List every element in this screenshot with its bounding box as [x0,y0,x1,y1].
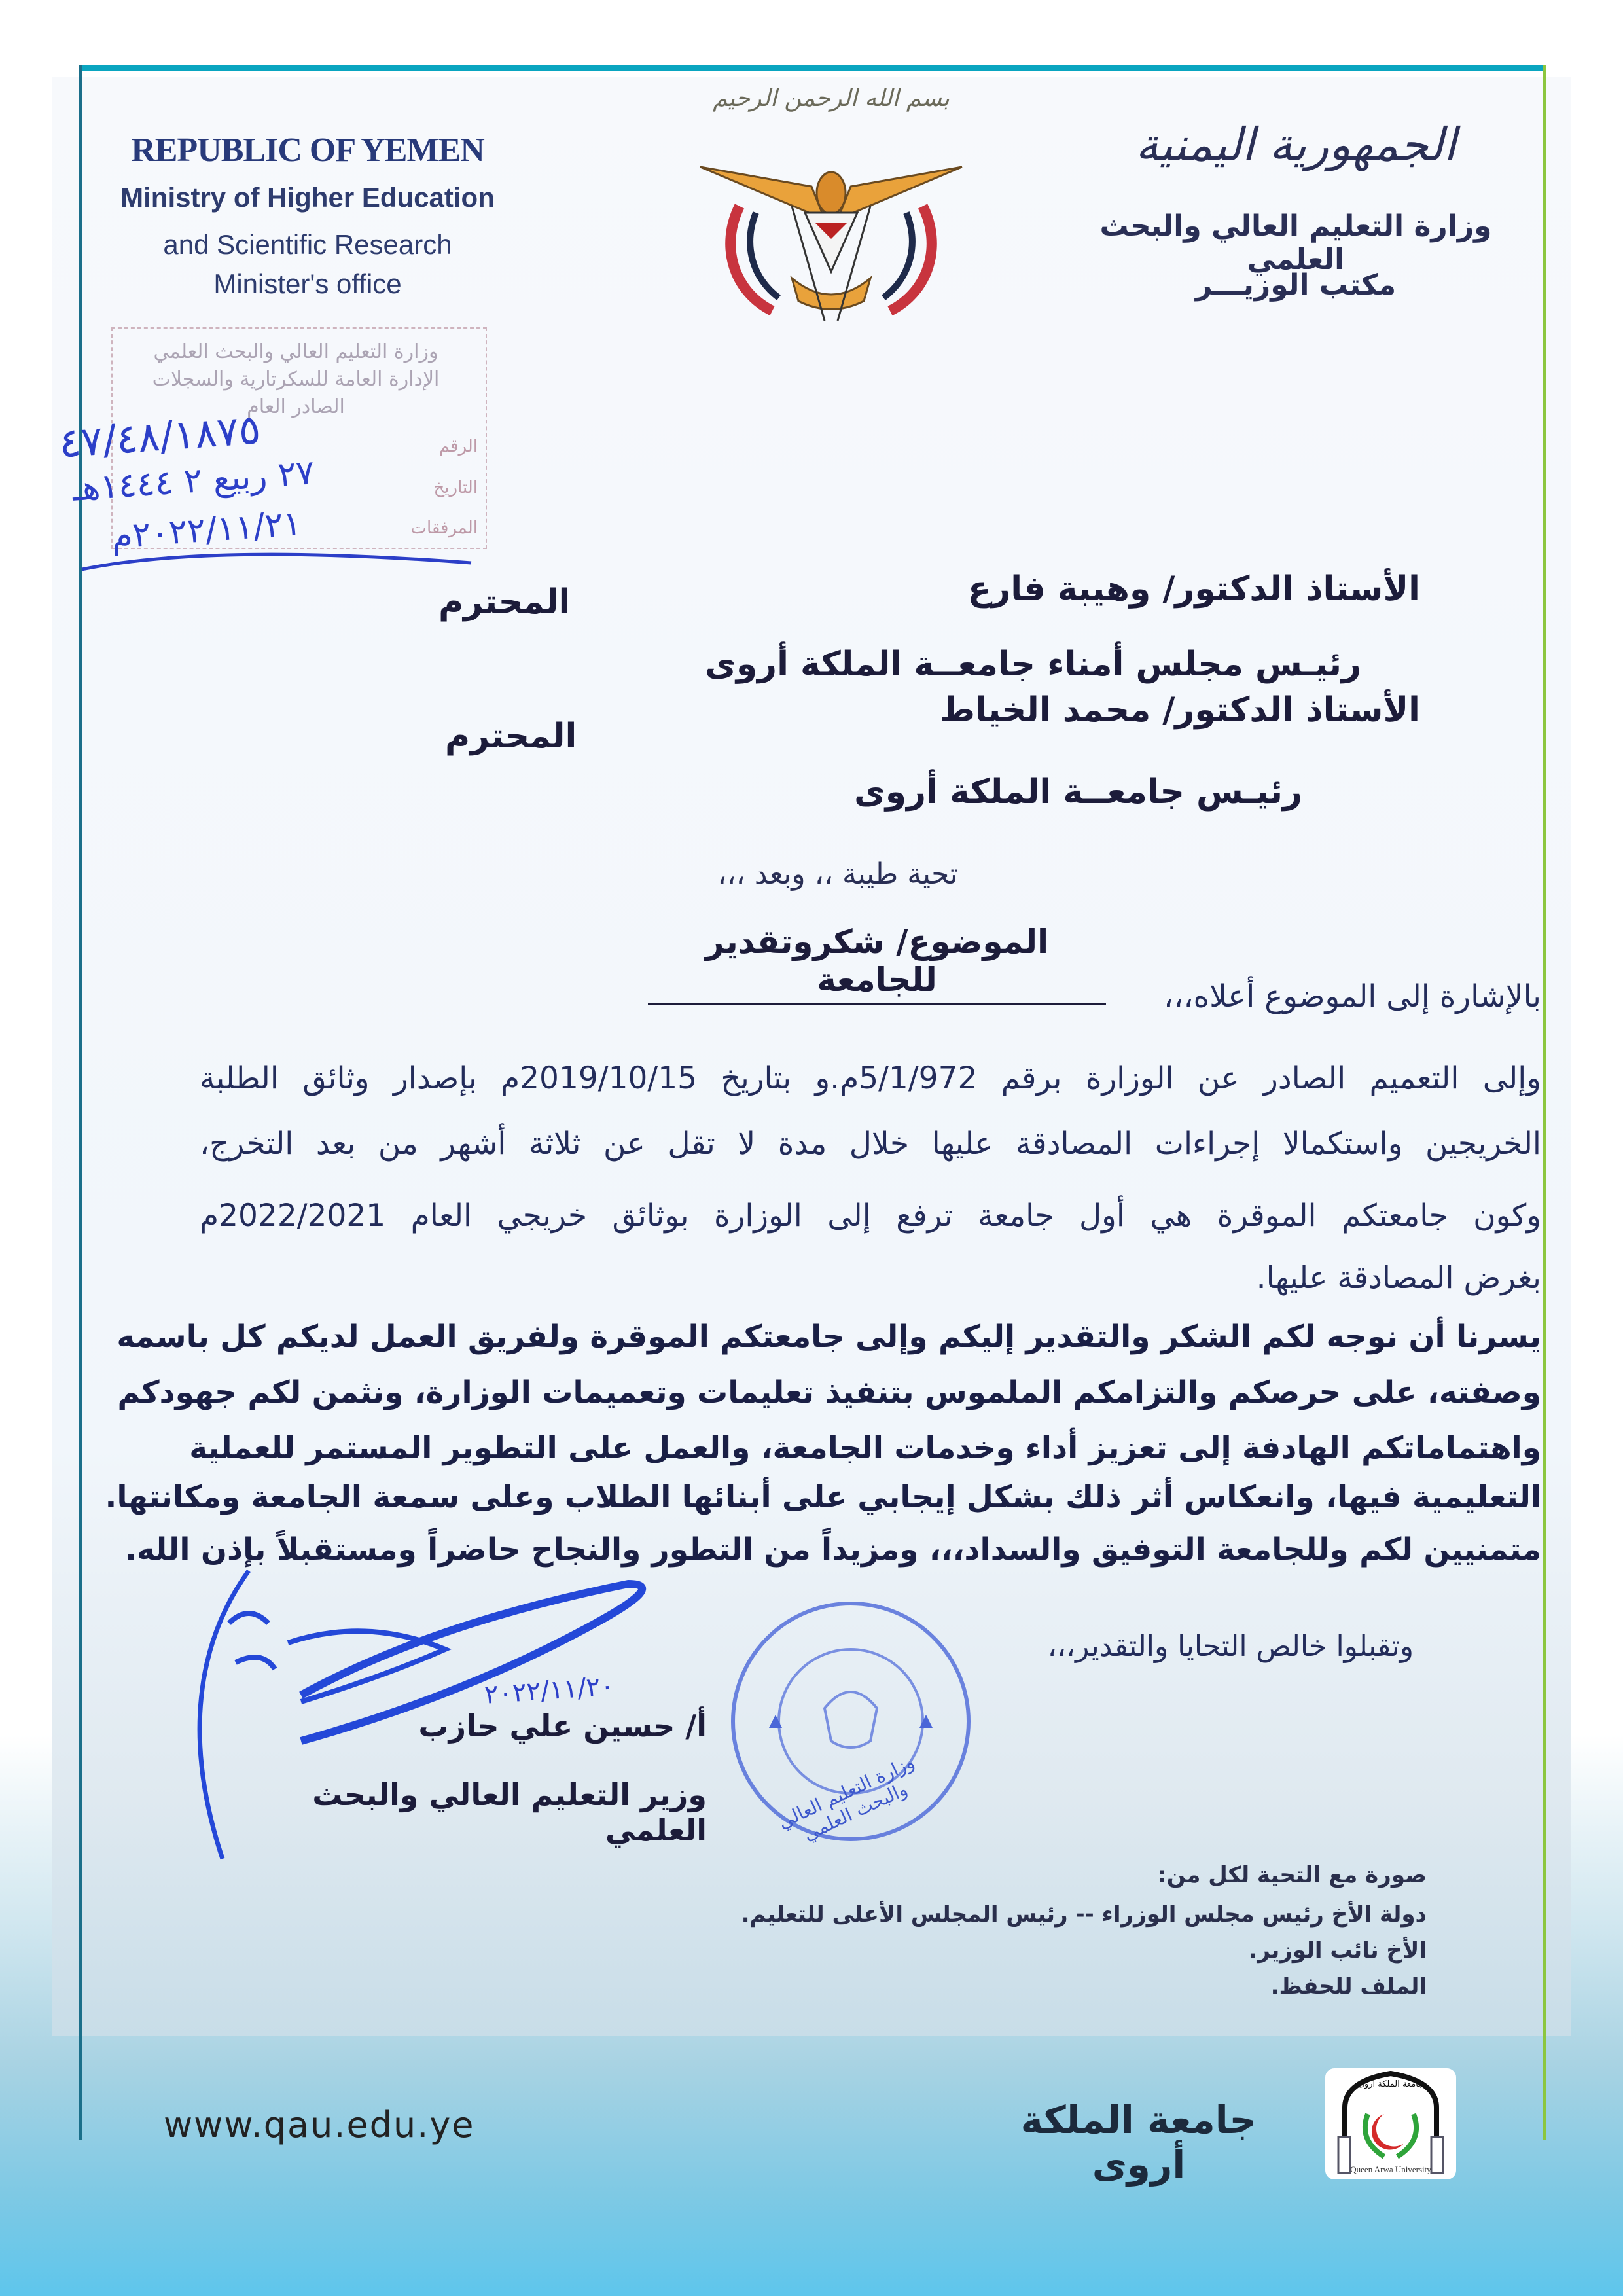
signatory-title: وزير التعليم العالي والبحث العلمي [312,1777,707,1848]
website-link[interactable]: www.qau.edu.ye [164,2104,475,2145]
body-line: متمنيين لكم وللجامعة التوفيق والسداد،،، ومزيداً من التطور والنجاح حاضراً ومستقبلاً بإذن الله. [125,1532,1541,1568]
english-ministry-line1: Ministry of Higher Education [120,182,495,213]
addressee-2-title: الأستاذ الدكتور/ محمد الخياط [940,691,1420,730]
stamp-line3: الصادر العام [247,395,345,418]
arabic-ministry: وزارة التعليم العالي والبحث العلمي [1099,209,1492,276]
cc-item: الملف للحفظ. [1270,1973,1427,2000]
addressee-2-position: رئيـس جامعــة الملكة أروى [854,772,1302,812]
yemen-emblem-icon [694,147,969,324]
body-line: التعليمية فيها، وانعكاس أثر ذلك بشكل إيجابي على أبنائها الطلاب وعلى سمعة الجامعة ومكانتها. [105,1479,1541,1515]
body-line: يسرنا أن نوجه لكم الشكر والتقدير إليكم وإلى جامعتكم الموقرة ولفريق العمل لديكم كل باسمه [116,1319,1541,1355]
body-line: بالإشارة إلى الموضوع أعلاه،،، [1164,978,1541,1014]
addressee-1-title: الأستاذ الدكتور/ وهيبة فارع [967,569,1420,609]
body-line: وإلى التعميم الصادر عن الوزارة برقم 5/1/972م.و بتاريخ 2019/10/15م بإصدار وثائق الطلبة [200,1060,1541,1096]
handwritten-number: ٤٧/٤٨/١٨٧٥ [57,405,262,467]
left-rule [79,65,82,2140]
logo-top-text: جامعة الملكة أروى [1357,2079,1424,2089]
body-line: بغرض المصادقة عليها. [1256,1260,1541,1296]
body-line: واهتماماتكم الهادفة إلى تعزيز أداء وخدمات الجامعة، والعمل على التطوير المستمر للعملية [189,1430,1541,1466]
stamp-date-label: التاريخ [433,478,478,497]
english-office: Minister's office [213,268,402,299]
greeting: تحية طيبة ،، وبعد ،،، [717,857,958,891]
addressee-1-honorific: المحترم [438,583,571,622]
stamp-number-label: الرقم [438,437,478,456]
closing: وتقبلوا خالص التحايا والتقدير،،، [1047,1630,1414,1663]
stamp-line2: الإدارة العامة للسكرتارية والسجلات [152,368,440,391]
right-rule [1543,65,1546,2140]
cc-item: دولة الأخ رئيس مجلس الوزراء -- رئيس المجلس الأعلى للتعليم. [741,1901,1427,1928]
addressee-2-honorific: المحترم [445,717,577,756]
arabic-office: مكتب الوزيـــر [1195,268,1397,302]
subject: الموضوع/ شكروتقدير للجامعة [648,923,1106,1005]
handwritten-underline-icon [79,543,484,583]
addressee-1-position: رئيـس مجلس أمناء جامعــة الملكة أروى [705,645,1361,684]
body-line: الخريجين واستكمالا إجراءات المصادقة عليها خلال مدة لا تقل عن ثلاثة أشهر من بعد التخرج، [200,1126,1541,1162]
body-line: وصفته، على حرصكم والتزامكم الملموس بتنفيذ تعليمات وتعميمات الوزارة، ونثمن لكم جهودكم [117,1374,1541,1410]
seal-text: وزارة التعليم العالي والبحث العلمي [774,1751,918,1846]
top-rule [79,65,1546,71]
cc-heading: صورة مع التحية لكل من: [1158,1862,1427,1888]
arabic-country: الجمهورية اليمنية [1135,118,1457,171]
stamp-line1: وزارة التعليم العالي والبحث العلمي [153,340,438,363]
english-ministry-line2: and Scientific Research [163,229,452,260]
stamp-attachments-label: المرفقات [410,518,478,538]
university-name: جامعة الملكة أروى [1020,2098,1257,2187]
cc-item: الأخ نائب الوزير. [1249,1937,1427,1964]
handwritten-greg-date: ٢٠٢٢/١١/٢١م [110,503,303,557]
signature-date: ٢٠٢٢/١١/٢٠ [483,1671,616,1710]
english-country: REPUBLIC OF YEMEN [131,132,484,169]
logo-bottom-text: Queen Arwa University [1350,2164,1431,2174]
signatory-name: أ/ حسين علي حازب [418,1708,707,1744]
body-line: وكون جامعتكم الموقرة هي أول جامعة ترفع إلى الوزارة بوثائق خريجي العام 2022/2021م [200,1198,1541,1234]
basmala: بسم الله الرحمن الرحيم [713,85,950,112]
handwritten-hijri-date: ٢٧ ربيع ٢ ١٤٤٤هـ [71,453,316,509]
